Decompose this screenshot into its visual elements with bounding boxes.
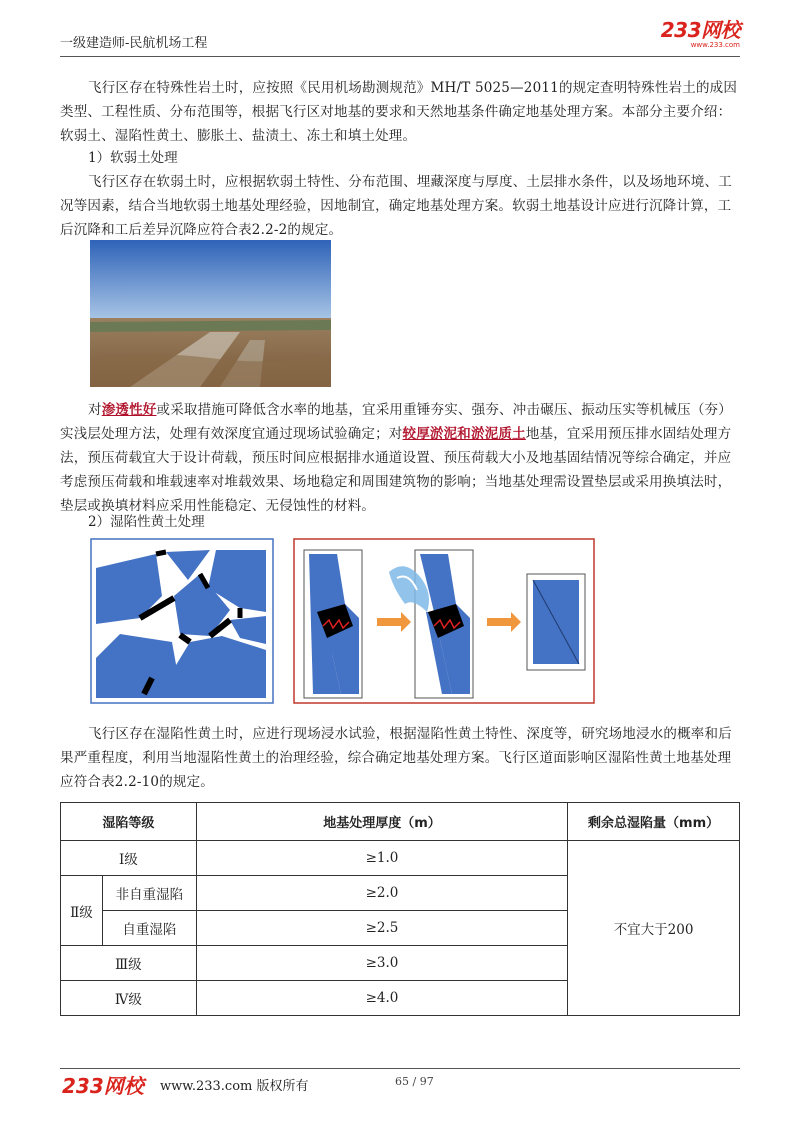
highlight-permeability[interactable]: 渗透性好 [101, 402, 157, 418]
section-2-body: 飞行区存在湿陷性黄土时，应进行现场浸水试验，根据湿陷性黄土特性、深度等，研究场地浸水的概率和后果严重程度，利用当地湿陷性黄土的治理经验，综合确定地基处理方案。飞行区道面影响区湿陷性黄土地基处理应符合表2.2-10的规定。 [60, 726, 732, 790]
section-1-title: 1）软弱土处理 [88, 150, 178, 166]
residual-cell: 不宜大于200 [568, 841, 740, 1016]
brand-logo[interactable] [661, 20, 740, 49]
grade-cell: Ⅳ级 [61, 981, 197, 1016]
page-header [60, 20, 740, 54]
thickness-cell: ≥3.0 [196, 946, 567, 981]
thickness-cell: ≥2.0 [196, 876, 567, 911]
logo-url: www.233.com [690, 41, 740, 49]
highlight-silt[interactable]: 较厚淤泥和淤泥质土 [402, 426, 526, 442]
thickness-cell: ≥2.5 [196, 911, 567, 946]
text-c: 地基，宜采用预压排水固结处理方法，预压荷载宜大于设计荷载，预压时间应根据排水通道设置、预压荷载大小及地基固结情况等综合确定，并应考虑预压荷载和堆载速率对堆载效果、场地稳定和周围建筑物的影响；当地基处理需设置垫层或采用换填法时，垫层或换填材料应采用性能稳定、无侵蚀性的材料。 [60, 426, 732, 514]
logo-text: 233网校 [660, 18, 740, 42]
wetting-collapse-diagram [293, 538, 595, 704]
header-thickness: 地基处理厚度（m） [196, 803, 567, 841]
loess-particle-diagram [90, 538, 274, 704]
page-number: 65 / 97 [395, 1075, 434, 1088]
grade-cell: Ⅲ级 [61, 946, 197, 981]
subgrade-cell: 非自重湿陷 [102, 876, 196, 911]
footer-divider [60, 1068, 740, 1069]
grade-cell: Ⅰ级 [61, 841, 197, 876]
header-grade: 湿陷等级 [61, 803, 197, 841]
text-b: 或采取措施可降低含水率的地基，宜采用重锤夯实、强夯、冲击碾压、振动压实等机械压（夯）实浅层处理方法，处理有效深度宜通过现场试验确定；对 [60, 402, 732, 442]
subgrade-cell: 自重湿陷 [102, 911, 196, 946]
text-a: 对 [88, 402, 102, 418]
loess-treatment-table [60, 802, 740, 1016]
header-divider [60, 56, 740, 57]
header-title: 一级建造师-民航机场工程 [60, 36, 208, 51]
footer-logo[interactable]: 233网校 [62, 1074, 144, 1098]
section-2-title: 2）湿陷性黄土处理 [88, 514, 205, 530]
intro-paragraph: 飞行区存在特殊性岩土时，应按照《民用机场勘测规范》MH/T 5025—2011的规定查明特殊性岩土的成因类型、工程性质、分布范围等，根据飞行区对地基的要求和天然地基条件确定地基处理方案。本部分主要介绍：软弱土、湿陷性黄土、膨胀土、盐渍土、冻土和填土处理。 [60, 80, 738, 144]
section-1-detail [60, 398, 740, 518]
footer-copyright: www.233.com 版权所有 [160, 1079, 309, 1094]
grade-cell: Ⅱ级 [61, 876, 103, 946]
section-1-body: 飞行区存在软弱土时，应根据软弱土特性、分布范围、埋藏深度与厚度、土层排水条件，以及场地环境、工况等因素，结合当地软弱土地基处理经验，因地制宜，确定地基处理方案。软弱土地基设计应进行沉降计算，工后沉降和工后差异沉降应符合表2.2-2的规定。 [60, 174, 732, 238]
header-residual: 剩余总湿陷量（mm） [568, 803, 740, 841]
thickness-cell: ≥4.0 [196, 981, 567, 1016]
soft-soil-site-photo [90, 240, 331, 387]
table-header-row [61, 803, 740, 841]
table-row [61, 841, 740, 876]
thickness-cell: ≥1.0 [196, 841, 567, 876]
